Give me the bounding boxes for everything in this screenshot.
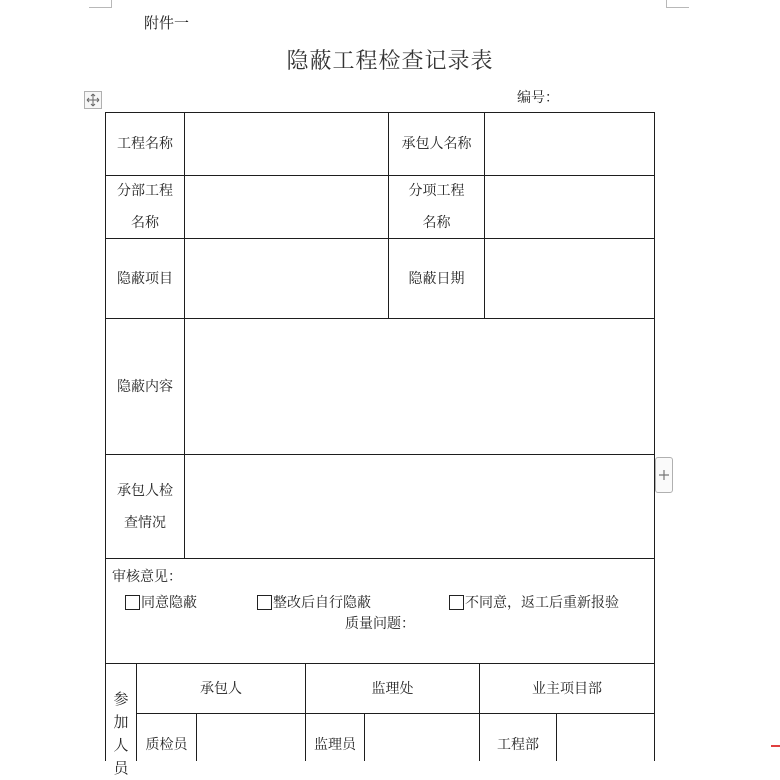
edge-marker [771, 745, 780, 747]
contractor-name-label: 承包人名称 [401, 136, 472, 152]
page-corner-mark-right [666, 0, 689, 8]
option-disagree[interactable] [449, 592, 619, 612]
group-owner-dept: 业主项目部 [532, 680, 602, 697]
table-move-handle[interactable] [84, 91, 102, 109]
option-rectify[interactable] [257, 592, 371, 612]
rectify-checkbox[interactable] [257, 595, 272, 610]
quality-issue-label: 质量问题： [345, 616, 415, 632]
group-contractor: 承包人 [200, 680, 242, 697]
hidden-item-label: 隐蔽项目 [117, 270, 173, 287]
subitem-name-label: 分项工程 名称 [408, 183, 465, 231]
hidden-date-label: 隐蔽日期 [408, 270, 465, 287]
move-cross-icon [86, 93, 100, 107]
option-agree[interactable] [125, 592, 197, 612]
serial-number-label: 编号： [517, 90, 559, 106]
contractor-check-label: 承包人检 查情况 [117, 482, 173, 531]
rectify-option-label: 整改后自行隐蔽 [273, 595, 371, 611]
plus-icon [659, 470, 669, 480]
role-supervisor: 监理员 [314, 737, 356, 753]
document-title: 隐蔽工程检查记录表 [286, 49, 494, 74]
agree-checkbox[interactable] [125, 595, 140, 610]
project-name-label: 工程名称 [117, 136, 173, 152]
group-supervision: 监理处 [371, 680, 414, 697]
attachment-label: 附件一 [144, 14, 190, 32]
audit-opinion-label: 审核意见： [112, 569, 182, 585]
hidden-content-label: 隐蔽内容 [117, 378, 173, 395]
add-column-button[interactable] [655, 457, 673, 493]
role-quality-inspector: 质检员 [145, 737, 188, 753]
role-engineering-dept: 工程部 [497, 737, 539, 753]
disagree-checkbox[interactable] [449, 595, 464, 610]
subdivision-name-label: 分部工程 名称 [117, 183, 173, 231]
participants-label: 参 加 人 员 [113, 690, 129, 777]
page-corner-mark-left [89, 0, 112, 8]
disagree-option-label: 不同意，返工后重新报验 [465, 595, 619, 611]
agree-option-label: 同意隐蔽 [141, 595, 197, 611]
